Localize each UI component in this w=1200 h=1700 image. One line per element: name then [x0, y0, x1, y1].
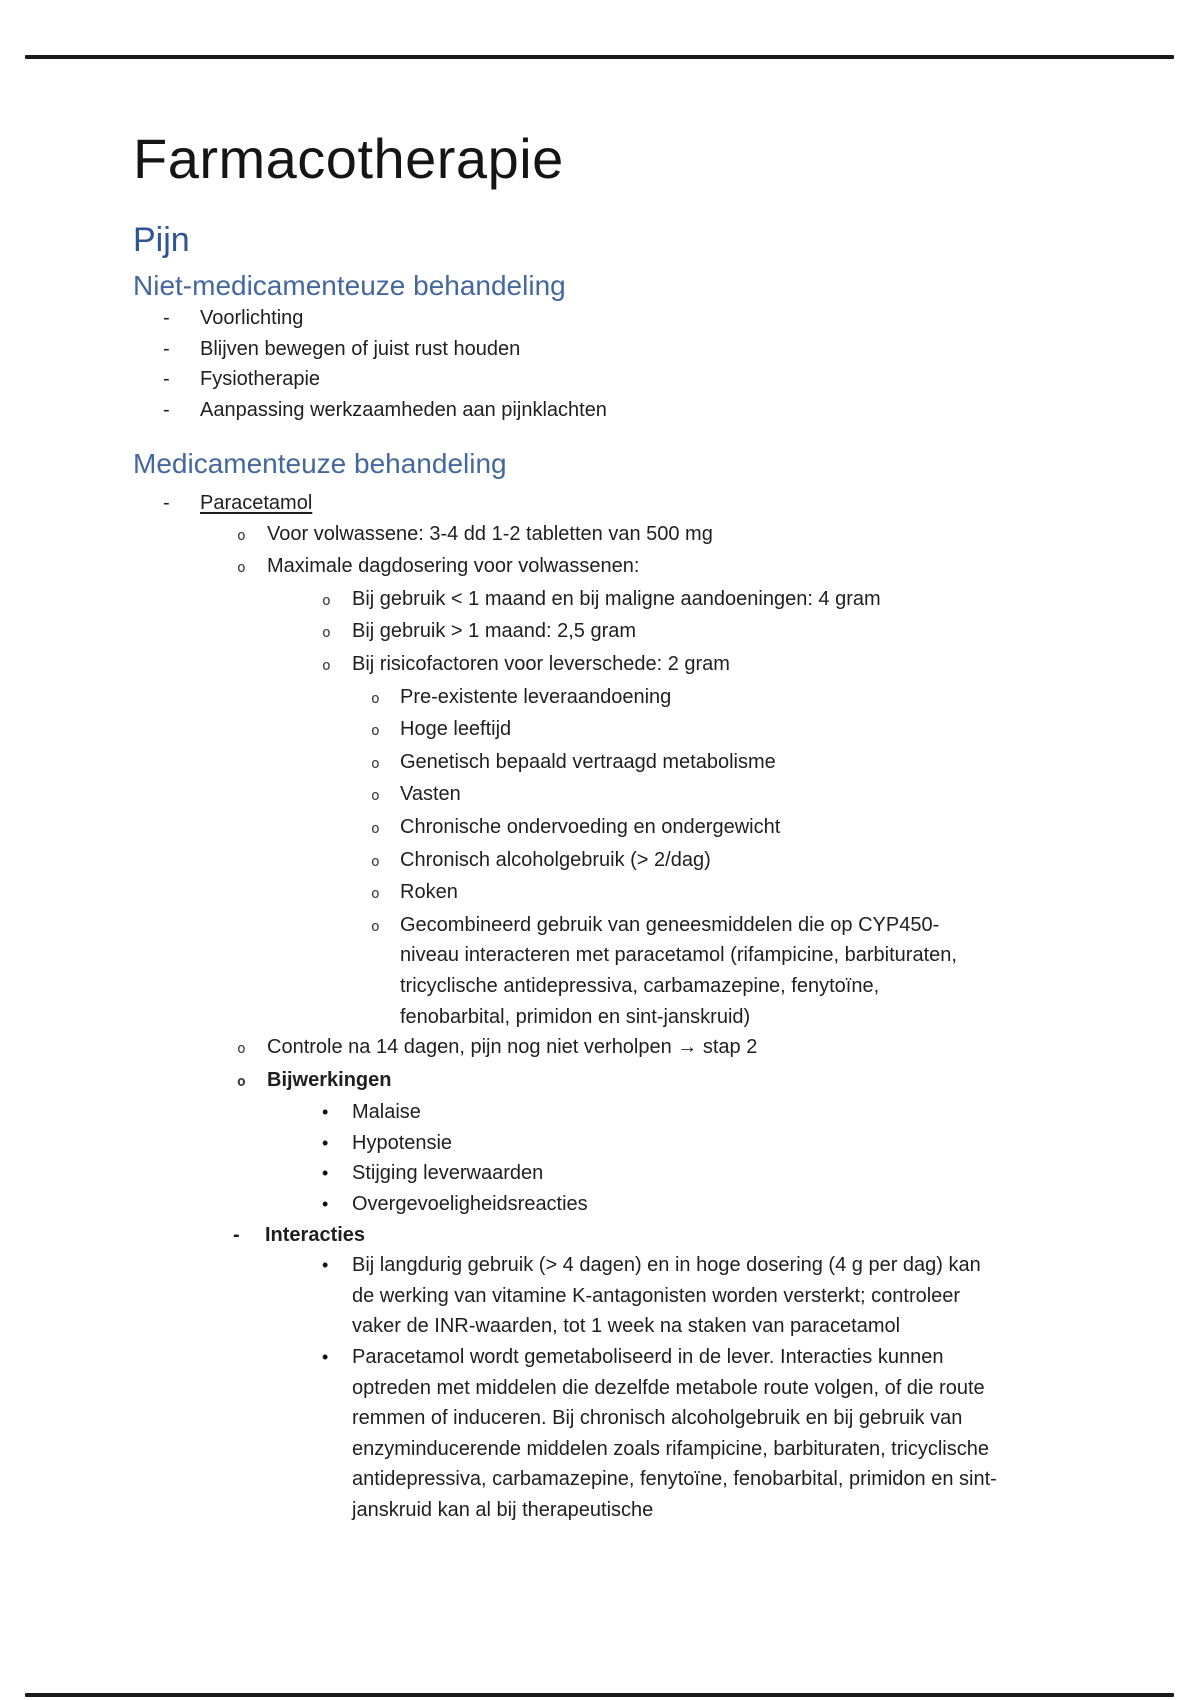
list-item: [0, 649, 1200, 682]
list-item: [0, 845, 1200, 878]
circle-bullet: o: [237, 560, 246, 577]
list-item-text: Controle na 14 dagen, pijn nog niet verholpen → stap 2: [267, 1036, 758, 1059]
list-item-text: Hoge leeftijd: [400, 718, 512, 741]
list-item-text: Paracetamol wordt gemetaboliseerd in de lever. Interacties kunnen optreden met middelen die dezelfde metabole route volgen, of die route remmen of induceren. Bij chronisch alcoholgebruik en bij gebruik van enzyminducerende middelen zoals rifampicine, barbituraten, tricyclische antidepressiva, carbamazepine, fenytoïne, fenobarbital, primidon en sint-janskruid kan al bij therapeutische: [352, 1346, 997, 1521]
list-item: [0, 1250, 1200, 1342]
list-item-text: Bij gebruik > 1 maand: 2,5 gram: [352, 620, 637, 643]
medicamenteuze-list: [0, 488, 1200, 1526]
list-item: [0, 303, 1200, 334]
list-item-text: Hypotensie: [352, 1131, 453, 1154]
list-item: [0, 1189, 1200, 1220]
list-item: [0, 519, 1200, 552]
list-item: [0, 910, 1200, 1032]
heading-pijn: Pijn: [133, 221, 190, 259]
list-item: [0, 1128, 1200, 1159]
list-item-text: Voorlichting: [200, 307, 304, 329]
circle-bullet: o: [371, 820, 380, 837]
list-item-text: Chronisch alcoholgebruik (> 2/dag): [400, 848, 711, 871]
dash-bullet: -: [233, 1223, 240, 1246]
list-item: [0, 334, 1200, 365]
list-item-paracetamol: [0, 488, 1200, 519]
list-item-text: Vasten: [400, 783, 461, 806]
list-item-text: Interacties: [265, 1223, 366, 1246]
list-item: [0, 616, 1200, 649]
dash-bullet: -: [163, 337, 170, 360]
niet-medicamenteuze-list: [0, 303, 1200, 425]
list-item: [0, 812, 1200, 845]
list-item-text: Pre-existente leveraandoening: [400, 685, 672, 708]
heading-medicamenteuze-behandeling: Medicamenteuze behandeling: [133, 448, 507, 479]
disc-bullet: •: [322, 1102, 329, 1123]
list-item-bijwerkingen: [0, 1065, 1200, 1098]
list-item: [0, 714, 1200, 747]
list-item-text: Maximale dagdosering voor volwassenen:: [267, 555, 640, 578]
disc-bullet: •: [322, 1163, 329, 1184]
circle-bullet: o: [371, 918, 380, 935]
dash-bullet: -: [163, 307, 170, 329]
circle-bullet: o: [237, 1073, 246, 1090]
disc-bullet: •: [322, 1255, 329, 1276]
disc-bullet: •: [322, 1347, 329, 1368]
dash-bullet: -: [163, 492, 170, 514]
list-item-text: Bij risicofactoren voor leverschede: 2 gram: [352, 652, 730, 675]
circle-bullet: o: [322, 657, 331, 674]
list-item: [0, 779, 1200, 812]
list-item-text: Bij gebruik < 1 maand en bij maligne aandoeningen: 4 gram: [352, 587, 881, 610]
list-item-controle: [0, 1032, 1200, 1065]
list-item: [0, 1158, 1200, 1189]
circle-bullet: o: [322, 592, 331, 609]
list-item-text: Bij langdurig gebruik (> 4 dagen) en in hoge dosering (4 g per dag) kan de werking van vitamine K-antagonisten worden versterkt; controleer vaker de INR-waarden, tot 1 week na staken van paracetamol: [352, 1254, 981, 1338]
list-item-text: Bijwerkingen: [267, 1068, 392, 1091]
list-item-text: Stijging leverwaarden: [352, 1162, 544, 1185]
list-item-text: Gecombineerd gebruik van geneesmiddelen die op CYP450-niveau interacteren met paracetamol (rifampicine, barbituraten, tricyclische antidepressiva, carbamazepine, fenytoïne, fenobarbital, primidon en sint-janskruid): [400, 913, 957, 1028]
list-item-text: Paracetamol: [200, 492, 313, 514]
dash-bullet: -: [163, 368, 170, 391]
list-item: [0, 395, 1200, 426]
list-item-text: Fysiotherapie: [200, 368, 321, 391]
page-top-border: [25, 55, 1174, 59]
circle-bullet: o: [322, 625, 331, 642]
list-item: [0, 551, 1200, 584]
list-item-text: Aanpassing werkzaamheden aan pijnklachten: [200, 398, 607, 421]
circle-bullet: o: [371, 788, 380, 805]
list-item-text: Overgevoeligheidsreacties: [352, 1193, 588, 1216]
disc-bullet: •: [322, 1194, 329, 1215]
heading-niet-medicamenteuze-behandeling: Niet-medicamenteuze behandeling: [133, 270, 566, 301]
list-item-text: Voor volwassene: 3-4 dd 1-2 tabletten van 500 mg: [267, 522, 713, 545]
list-item-text: Genetisch bepaald vertraagd metabolisme: [400, 750, 776, 773]
circle-bullet: o: [371, 853, 380, 870]
list-item-interacties: [0, 1220, 1200, 1251]
list-item-text: Malaise: [352, 1101, 421, 1124]
list-item-text: Chronische ondervoeding en ondergewicht: [400, 815, 781, 838]
list-item: [0, 747, 1200, 780]
dash-bullet: -: [163, 398, 170, 421]
circle-bullet: o: [371, 755, 380, 772]
list-item: [0, 877, 1200, 910]
list-item: [0, 682, 1200, 715]
list-item-text: Roken: [400, 881, 458, 904]
list-item: [0, 1342, 1200, 1526]
circle-bullet: o: [237, 1041, 246, 1058]
circle-bullet: o: [371, 690, 380, 707]
circle-bullet: o: [371, 723, 380, 740]
document-title: Farmacotherapie: [133, 127, 564, 190]
list-item-text: Blijven bewegen of juist rust houden: [200, 337, 521, 360]
disc-bullet: •: [322, 1132, 329, 1153]
circle-bullet: o: [371, 886, 380, 903]
list-item: [0, 364, 1200, 395]
list-item: [0, 1097, 1200, 1128]
list-item: [0, 584, 1200, 617]
circle-bullet: o: [237, 527, 246, 544]
page-bottom-border: [25, 1693, 1174, 1697]
